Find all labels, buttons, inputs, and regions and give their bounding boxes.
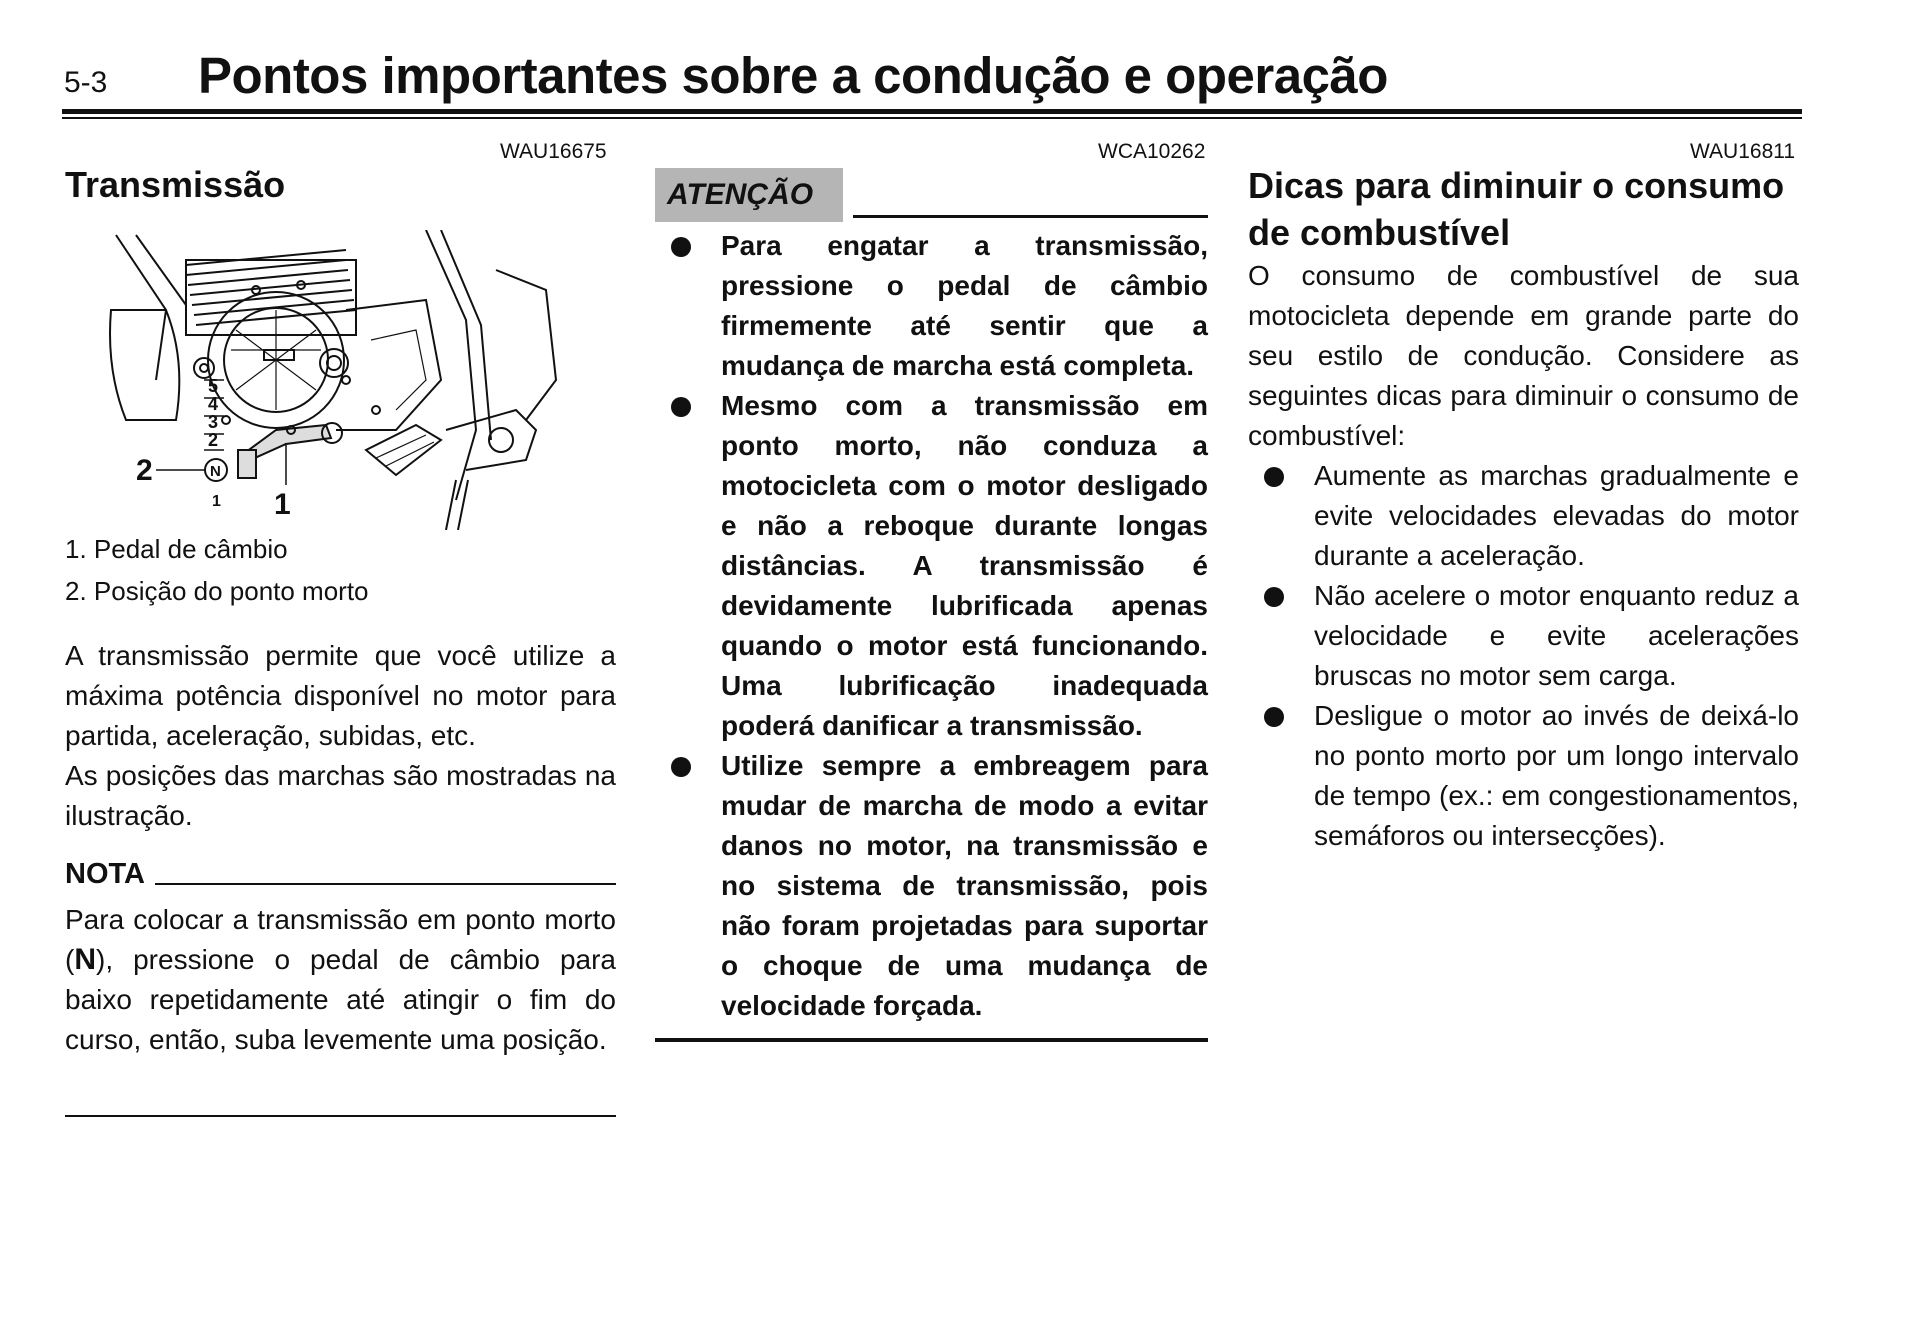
- fuel-tips-intro: O consumo de combustível de sua motocicleta depende em grande parte do seu estilo de condução. Considere as seguintes dicas para diminuir o consumo de combustível:: [1248, 260, 1799, 451]
- warning-badge: [655, 168, 843, 222]
- note-text-before: Para colocar a transmissão em ponto morto (: [65, 904, 616, 975]
- transmission-section: [65, 162, 616, 209]
- transmission-heading: Transmissão: [65, 164, 286, 205]
- tip-item: Aumente as marchas gradualmente e evite velocidades elevadas do motor durante a aceleração.: [1248, 456, 1799, 576]
- page-number: 5-3: [64, 66, 108, 99]
- warning-body: [655, 226, 1208, 1026]
- bullet-icon: [671, 757, 691, 777]
- fuel-tips-list: [1248, 456, 1799, 856]
- bullet-icon: [1264, 587, 1284, 607]
- bullet-icon: [671, 237, 691, 257]
- transmission-body: [65, 636, 616, 836]
- note-body: [65, 900, 616, 1060]
- gear-label-3: 3: [208, 412, 219, 432]
- note-end-rule: [65, 1115, 616, 1117]
- note-paragraph: [65, 900, 616, 1060]
- bullet-icon: [1264, 707, 1284, 727]
- warning-header: [655, 168, 1208, 222]
- warning-label: ATENÇÃO: [667, 178, 814, 211]
- header-rule-thick: [62, 109, 1802, 114]
- shift-pedal-illustration: [96, 230, 566, 530]
- fuel-tips-section: [1248, 162, 1799, 856]
- note-heading-rule: [155, 883, 616, 885]
- legend-item: 1. Pedal de câmbio: [65, 534, 288, 564]
- gear-label-2: 2: [208, 430, 219, 450]
- warning-list: [655, 226, 1208, 1026]
- tip-item: Não acelere o motor enquanto reduz a velocidade e evite acelerações bruscas no motor sem carga.: [1248, 576, 1799, 696]
- warning-item: Mesmo com a transmissão em ponto morto, não conduza a motocicleta com o motor desligado e não a reboque durante longas distâncias. A transmissão é devidamente lubrificada apenas quando o motor está funcionando. Uma lubrificação inadequada poderá danificar a transmissão.: [655, 386, 1208, 746]
- warning-item: Utilize sempre a embreagem para mudar de marcha de modo a evitar danos no motor, na transmissão e no sistema de transmissão, pois não foram projetadas para suportar o choque de uma mudança de velocidade forçada.: [655, 746, 1208, 1026]
- fuel-tips-heading: Dicas para diminuir o consumo de combustível: [1248, 165, 1785, 253]
- note-label: NOTA: [65, 858, 146, 890]
- warning-header-rule: [853, 215, 1208, 218]
- callout-1: 1: [274, 488, 291, 521]
- note-text-after: ), pressione o pedal de câmbio para baixo repetidamente até atingir o fim do curso, então, suba levemente uma posição.: [65, 944, 616, 1055]
- callout-2: 2: [136, 454, 153, 487]
- reference-code-warning: WCA10262: [1098, 140, 1206, 163]
- transmission-paragraph: A transmissão permite que você utilize a máxima potência disponível no motor para partida, aceleração, subidas, etc.: [65, 640, 616, 751]
- warning-item: Para engatar a transmissão, pressione o pedal de câmbio firmemente até sentir que a mudança de marcha está completa.: [655, 226, 1208, 386]
- gear-label-5: 5: [208, 376, 219, 396]
- bullet-icon: [1264, 467, 1284, 487]
- neutral-symbol: N: [74, 943, 96, 976]
- legend-item: 2. Posição do ponto morto: [65, 576, 369, 606]
- reference-code-transmission: WAU16675: [500, 140, 607, 163]
- bullet-icon: [671, 397, 691, 417]
- gear-label-4: 4: [208, 394, 219, 414]
- figure-legend: [65, 528, 625, 612]
- note-heading: [65, 858, 616, 891]
- tip-item: Desligue o motor ao invés de deixá-lo no ponto morto por um longo intervalo de tempo (ex.: em congestionamentos, semáforos ou intersecções).: [1248, 696, 1799, 856]
- transmission-paragraph: As posições das marchas são mostradas na ilustração.: [65, 760, 616, 831]
- warning-end-rule: [655, 1038, 1208, 1042]
- reference-code-fuel-tips: WAU16811: [1690, 140, 1796, 163]
- page-title: Pontos importantes sobre a condução e operação: [198, 47, 1388, 104]
- gear-label-neutral: N: [210, 463, 221, 480]
- header-rule-thin: [62, 117, 1802, 119]
- gear-label-1: 1: [212, 493, 221, 510]
